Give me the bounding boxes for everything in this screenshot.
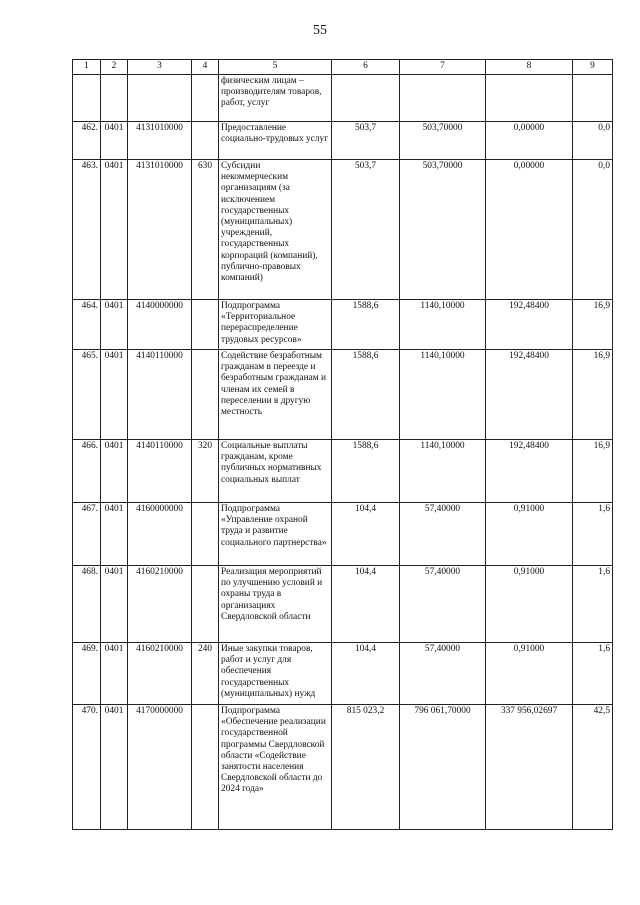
- item-name: Предоставление социально-трудовых услуг: [219, 122, 332, 160]
- table-row: [73, 503, 613, 566]
- row-number: 468.: [73, 566, 101, 643]
- value-col-8: 0,91000: [486, 503, 573, 566]
- item-name: Подпрограмма «Территориальное перераспределение трудовых ресурсов»: [219, 300, 332, 350]
- value-col-9: 0,0: [573, 160, 613, 300]
- value-col-8: 192,48400: [486, 300, 573, 350]
- value-col-7: 1140,10000: [400, 350, 486, 440]
- column-header: 2: [101, 60, 128, 75]
- value-col-8: 0,00000: [486, 122, 573, 160]
- table-row: [73, 566, 613, 643]
- value-col-6: 104,4: [332, 503, 400, 566]
- item-name: Субсидии некоммерческим организациям (за исключением государственных (муниципальных) учреждений, государственных корпораций (компаний), публично-правовых компаний): [219, 160, 332, 300]
- column-header: 8: [486, 60, 573, 75]
- section-code: 0401: [101, 705, 128, 830]
- target-article-code: [128, 75, 192, 122]
- row-number: 465.: [73, 350, 101, 440]
- row-number: 466.: [73, 440, 101, 503]
- value-col-9: 16,9: [573, 300, 613, 350]
- section-code: 0401: [101, 160, 128, 300]
- value-col-7: [400, 75, 486, 122]
- table-row: [73, 300, 613, 350]
- expense-type-code: [192, 122, 219, 160]
- item-name: Подпрограмма «Обеспечение реализации государственной программы Свердловской области «Содействие занятости населения Свердловской области до 2024 года»: [219, 705, 332, 830]
- value-col-8: 0,91000: [486, 566, 573, 643]
- column-header: 4: [192, 60, 219, 75]
- target-article-code: 4131010000: [128, 160, 192, 300]
- column-header: 5: [219, 60, 332, 75]
- value-col-9: 42,5: [573, 705, 613, 830]
- target-article-code: 4160210000: [128, 566, 192, 643]
- row-number: 470.: [73, 705, 101, 830]
- section-code: 0401: [101, 503, 128, 566]
- item-name: Реализация мероприятий по улучшению условий и охраны труда в организациях Свердловской области: [219, 566, 332, 643]
- target-article-code: 4140000000: [128, 300, 192, 350]
- table-row: [73, 350, 613, 440]
- item-name: Социальные выплаты гражданам, кроме публичных нормативных социальных выплат: [219, 440, 332, 503]
- value-col-9: 16,9: [573, 350, 613, 440]
- value-col-6: 1588,6: [332, 350, 400, 440]
- budget-table: [72, 59, 613, 830]
- section-code: 0401: [101, 440, 128, 503]
- row-number: [73, 75, 101, 122]
- section-code: 0401: [101, 300, 128, 350]
- section-code: 0401: [101, 566, 128, 643]
- target-article-code: 4131010000: [128, 122, 192, 160]
- target-article-code: 4140110000: [128, 440, 192, 503]
- value-col-6: 1588,6: [332, 300, 400, 350]
- section-code: [101, 75, 128, 122]
- value-col-8: 192,48400: [486, 440, 573, 503]
- item-name: Подпрограмма «Управление охраной труда и развитие социального партнерства»: [219, 503, 332, 566]
- value-col-9: [573, 75, 613, 122]
- item-name: физическим лицам – производителям товаров, работ, услуг: [219, 75, 332, 122]
- value-col-7: 503,70000: [400, 160, 486, 300]
- value-col-7: 57,40000: [400, 643, 486, 705]
- value-col-7: 503,70000: [400, 122, 486, 160]
- expense-type-code: [192, 705, 219, 830]
- value-col-6: 503,7: [332, 122, 400, 160]
- row-number: 464.: [73, 300, 101, 350]
- expense-type-code: 630: [192, 160, 219, 300]
- value-col-7: 796 061,70000: [400, 705, 486, 830]
- value-col-7: 1140,10000: [400, 440, 486, 503]
- target-article-code: 4170000000: [128, 705, 192, 830]
- value-col-9: 1,6: [573, 643, 613, 705]
- value-col-7: 57,40000: [400, 566, 486, 643]
- value-col-9: 1,6: [573, 503, 613, 566]
- value-col-6: [332, 75, 400, 122]
- value-col-8: 0,00000: [486, 160, 573, 300]
- expense-type-code: [192, 75, 219, 122]
- value-col-6: 104,4: [332, 643, 400, 705]
- table-row: [73, 160, 613, 300]
- expense-type-code: [192, 350, 219, 440]
- page-number: 55: [313, 23, 327, 38]
- value-col-6: 1588,6: [332, 440, 400, 503]
- target-article-code: 4160210000: [128, 643, 192, 705]
- row-number: 467.: [73, 503, 101, 566]
- value-col-9: 0,0: [573, 122, 613, 160]
- value-col-7: 1140,10000: [400, 300, 486, 350]
- value-col-6: 503,7: [332, 160, 400, 300]
- column-header: 3: [128, 60, 192, 75]
- row-number: 462.: [73, 122, 101, 160]
- value-col-8: 192,48400: [486, 350, 573, 440]
- target-article-code: 4140110000: [128, 350, 192, 440]
- value-col-8: 337 956,02697: [486, 705, 573, 830]
- section-code: 0401: [101, 350, 128, 440]
- value-col-6: 815 023,2: [332, 705, 400, 830]
- item-name: Содействие безработным гражданам в переезде и безработным гражданам и членам их семей в переселении в другую местность: [219, 350, 332, 440]
- expense-type-code: 320: [192, 440, 219, 503]
- value-col-8: [486, 75, 573, 122]
- table-row: [73, 440, 613, 503]
- value-col-6: 104,4: [332, 566, 400, 643]
- value-col-7: 57,40000: [400, 503, 486, 566]
- table-row: [73, 75, 613, 122]
- expense-type-code: 240: [192, 643, 219, 705]
- value-col-9: 16,9: [573, 440, 613, 503]
- value-col-9: 1,6: [573, 566, 613, 643]
- table-row: [73, 705, 613, 830]
- section-code: 0401: [101, 122, 128, 160]
- target-article-code: 4160000000: [128, 503, 192, 566]
- table-row: [73, 122, 613, 160]
- table-row: [73, 643, 613, 705]
- expense-type-code: [192, 503, 219, 566]
- column-header: 9: [573, 60, 613, 75]
- row-number: 469.: [73, 643, 101, 705]
- value-col-8: 0,91000: [486, 643, 573, 705]
- expense-type-code: [192, 300, 219, 350]
- expense-type-code: [192, 566, 219, 643]
- column-header: 1: [73, 60, 101, 75]
- section-code: 0401: [101, 643, 128, 705]
- header-row: [73, 60, 613, 75]
- row-number: 463.: [73, 160, 101, 300]
- column-header: 6: [332, 60, 400, 75]
- item-name: Иные закупки товаров, работ и услуг для обеспечения государственных (муниципальных) нужд: [219, 643, 332, 705]
- column-header: 7: [400, 60, 486, 75]
